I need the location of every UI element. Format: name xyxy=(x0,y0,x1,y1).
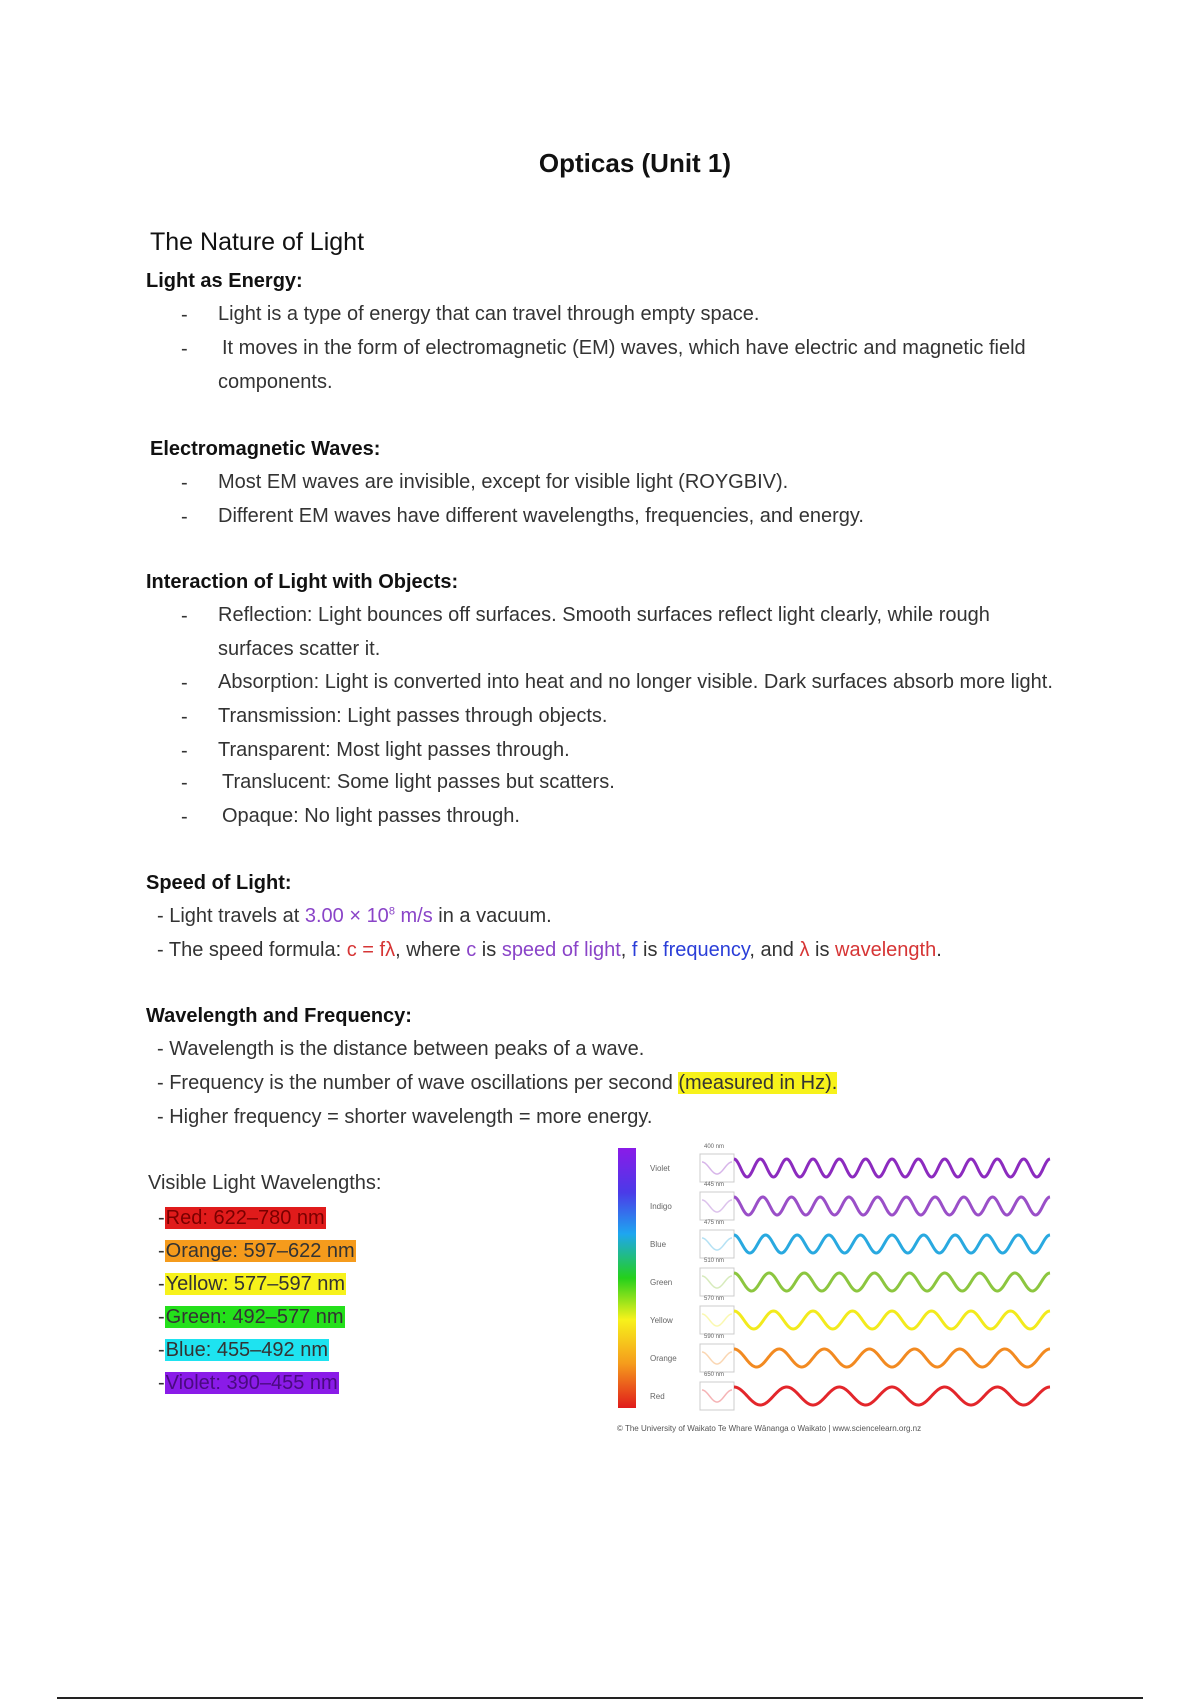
text-fragment: . xyxy=(936,939,942,961)
wavelength-item xyxy=(158,1372,339,1395)
text-fragment: in a vacuum. xyxy=(432,905,552,927)
spectrum-figure xyxy=(612,1140,1092,1440)
list-item: - Higher frequency = shorter wavelength = more energy. xyxy=(157,1106,653,1128)
exponent: 8 xyxy=(388,905,395,918)
wavelength-item xyxy=(158,1306,345,1329)
band-sample-box xyxy=(700,1192,734,1220)
band-sample-wave xyxy=(702,1238,732,1250)
list-item: Different EM waves have different wavelengths, frequencies, and energy. xyxy=(218,505,864,527)
band-wave xyxy=(734,1273,1050,1291)
wavelength-label: Red: 622–780 nm xyxy=(165,1207,325,1229)
bullet-dash: - xyxy=(158,1372,165,1394)
list-item: Light is a type of energy that can travel through empty space. xyxy=(218,303,760,325)
text-fragment: - Frequency is the number of wave oscillations per second xyxy=(157,1072,679,1094)
list-item: - Wavelength is the distance between peaks of a wave. xyxy=(157,1038,645,1060)
speed-line xyxy=(157,905,552,928)
band-label: Red xyxy=(650,1392,665,1401)
heading-speed-of-light: Speed of Light: xyxy=(146,872,292,894)
band-label: Green xyxy=(650,1278,673,1287)
heading-wavelength-frequency: Wavelength and Frequency: xyxy=(146,1005,412,1027)
band-wavelength-label: 590 nm xyxy=(704,1334,725,1340)
bullet-dash: - xyxy=(181,672,188,694)
heading-interaction: Interaction of Light with Objects: xyxy=(146,571,459,593)
bullet-dash: - xyxy=(181,605,188,627)
band-sample-box xyxy=(700,1268,734,1296)
text-fragment: 3.00 × 10 xyxy=(304,905,389,927)
wavelength-label: Violet: 390–455 nm xyxy=(165,1372,338,1394)
band-sample-box xyxy=(700,1154,734,1182)
wavelength-label: Blue: 455–492 nm xyxy=(165,1339,329,1361)
list-item xyxy=(157,1072,837,1095)
bullet-dash: - xyxy=(158,1306,165,1328)
list-item: surfaces scatter it. xyxy=(218,638,381,660)
text-fragment: is xyxy=(637,939,664,961)
band-sample-box xyxy=(700,1344,734,1372)
band-wavelength-label: 475 nm xyxy=(704,1220,725,1226)
definition-f: frequency xyxy=(663,939,750,961)
band-sample-box xyxy=(700,1382,734,1410)
heading-em-waves: Electromagnetic Waves: xyxy=(150,438,381,460)
page-title: Opticas (Unit 1) xyxy=(538,148,732,178)
text-fragment: - The speed formula: xyxy=(157,939,347,961)
symbol-c: c xyxy=(466,939,477,961)
symbol-lambda: λ xyxy=(799,939,810,961)
wavelength-item xyxy=(158,1240,356,1263)
band-sample-wave xyxy=(702,1352,732,1364)
band-wave xyxy=(734,1387,1050,1405)
band-label: Yellow xyxy=(650,1316,673,1325)
wavelength-label: Orange: 597–622 nm xyxy=(165,1240,355,1262)
text-fragment: , xyxy=(620,939,632,961)
band-wave xyxy=(734,1311,1050,1329)
list-item: It moves in the form of electromagnetic (EM) waves, which have electric and magnetic field xyxy=(222,337,1026,359)
speed-value xyxy=(305,905,433,927)
bullet-dash: - xyxy=(158,1207,165,1229)
bullet-dash: - xyxy=(181,806,188,828)
band-sample-wave xyxy=(702,1276,732,1288)
definition-lambda: wavelength xyxy=(835,939,937,961)
band-label: Indigo xyxy=(650,1202,672,1211)
spectrum-bar xyxy=(618,1148,636,1408)
list-item: Transparent: Most light passes through. xyxy=(218,739,570,761)
highlight: (measured in Hz). xyxy=(678,1072,838,1094)
text-fragment: , where xyxy=(395,939,467,961)
bullet-dash: - xyxy=(181,472,188,494)
bullet-dash: - xyxy=(181,338,188,360)
band-label: Violet xyxy=(650,1164,670,1173)
bullet-dash: - xyxy=(181,740,188,762)
band-wave xyxy=(734,1159,1050,1177)
wavelength-item xyxy=(158,1273,346,1296)
heading-light-as-energy: Light as Energy: xyxy=(146,270,303,292)
section-heading: The Nature of Light xyxy=(150,228,365,256)
bullet-dash: - xyxy=(181,772,188,794)
band-sample-wave xyxy=(702,1162,732,1174)
band-wave xyxy=(734,1197,1050,1215)
wavelength-label: Green: 492–577 nm xyxy=(165,1306,344,1328)
bullet-dash: - xyxy=(158,1339,165,1361)
band-sample-wave xyxy=(702,1200,732,1212)
formula: c = fλ xyxy=(346,939,396,961)
band-wavelength-label: 400 nm xyxy=(704,1144,725,1150)
symbol-f: f xyxy=(631,939,638,961)
list-item: Absorption: Light is converted into heat and no longer visible. Dark surfaces absorb more light. xyxy=(218,671,1053,693)
text-fragment: is xyxy=(476,939,502,961)
list-item: Translucent: Some light passes but scatters. xyxy=(222,771,615,793)
definition-c: speed of light xyxy=(501,939,621,961)
band-wavelength-label: 510 nm xyxy=(704,1258,725,1264)
list-item: components. xyxy=(218,371,333,393)
band-sample-wave xyxy=(702,1390,732,1402)
band-wavelength-label: 445 nm xyxy=(704,1182,725,1188)
wavelength-item xyxy=(158,1207,326,1230)
band-sample-box xyxy=(700,1230,734,1258)
bullet-dash: - xyxy=(181,304,188,326)
bullet-dash: - xyxy=(181,506,188,528)
band-wavelength-label: 650 nm xyxy=(704,1372,725,1378)
band-wave xyxy=(734,1235,1050,1253)
text-fragment: , and xyxy=(749,939,800,961)
band-wave xyxy=(734,1349,1050,1367)
list-item: Opaque: No light passes through. xyxy=(222,805,520,827)
band-sample-box xyxy=(700,1306,734,1334)
bullet-dash: - xyxy=(158,1273,165,1295)
bullet-dash: - xyxy=(181,706,188,728)
figure-credit: © The University of Waikato Te Whare Wānanga o Waikato | www.sciencelearn.org.nz xyxy=(617,1424,922,1433)
list-item: Reflection: Light bounces off surfaces. Smooth surfaces reflect light clearly, while rough xyxy=(218,604,990,626)
band-sample-wave xyxy=(702,1314,732,1326)
band-wavelength-label: 570 nm xyxy=(704,1296,725,1302)
text-fragment: - Light travels at xyxy=(157,905,305,927)
page-bottom-rule xyxy=(57,1697,1143,1699)
bullet-dash: - xyxy=(158,1240,165,1262)
wavelength-label: Yellow: 577–597 nm xyxy=(165,1273,346,1295)
visible-light-title: Visible Light Wavelengths: xyxy=(148,1172,382,1194)
band-label: Orange xyxy=(650,1354,677,1363)
wavelength-item xyxy=(158,1339,329,1362)
text-fragment: m/s xyxy=(394,905,433,927)
list-item: Most EM waves are invisible, except for visible light (ROYGBIV). xyxy=(218,471,789,493)
list-item: Transmission: Light passes through objects. xyxy=(218,705,608,727)
text-fragment: is xyxy=(809,939,836,961)
formula-line xyxy=(157,939,942,962)
band-label: Blue xyxy=(650,1240,667,1249)
